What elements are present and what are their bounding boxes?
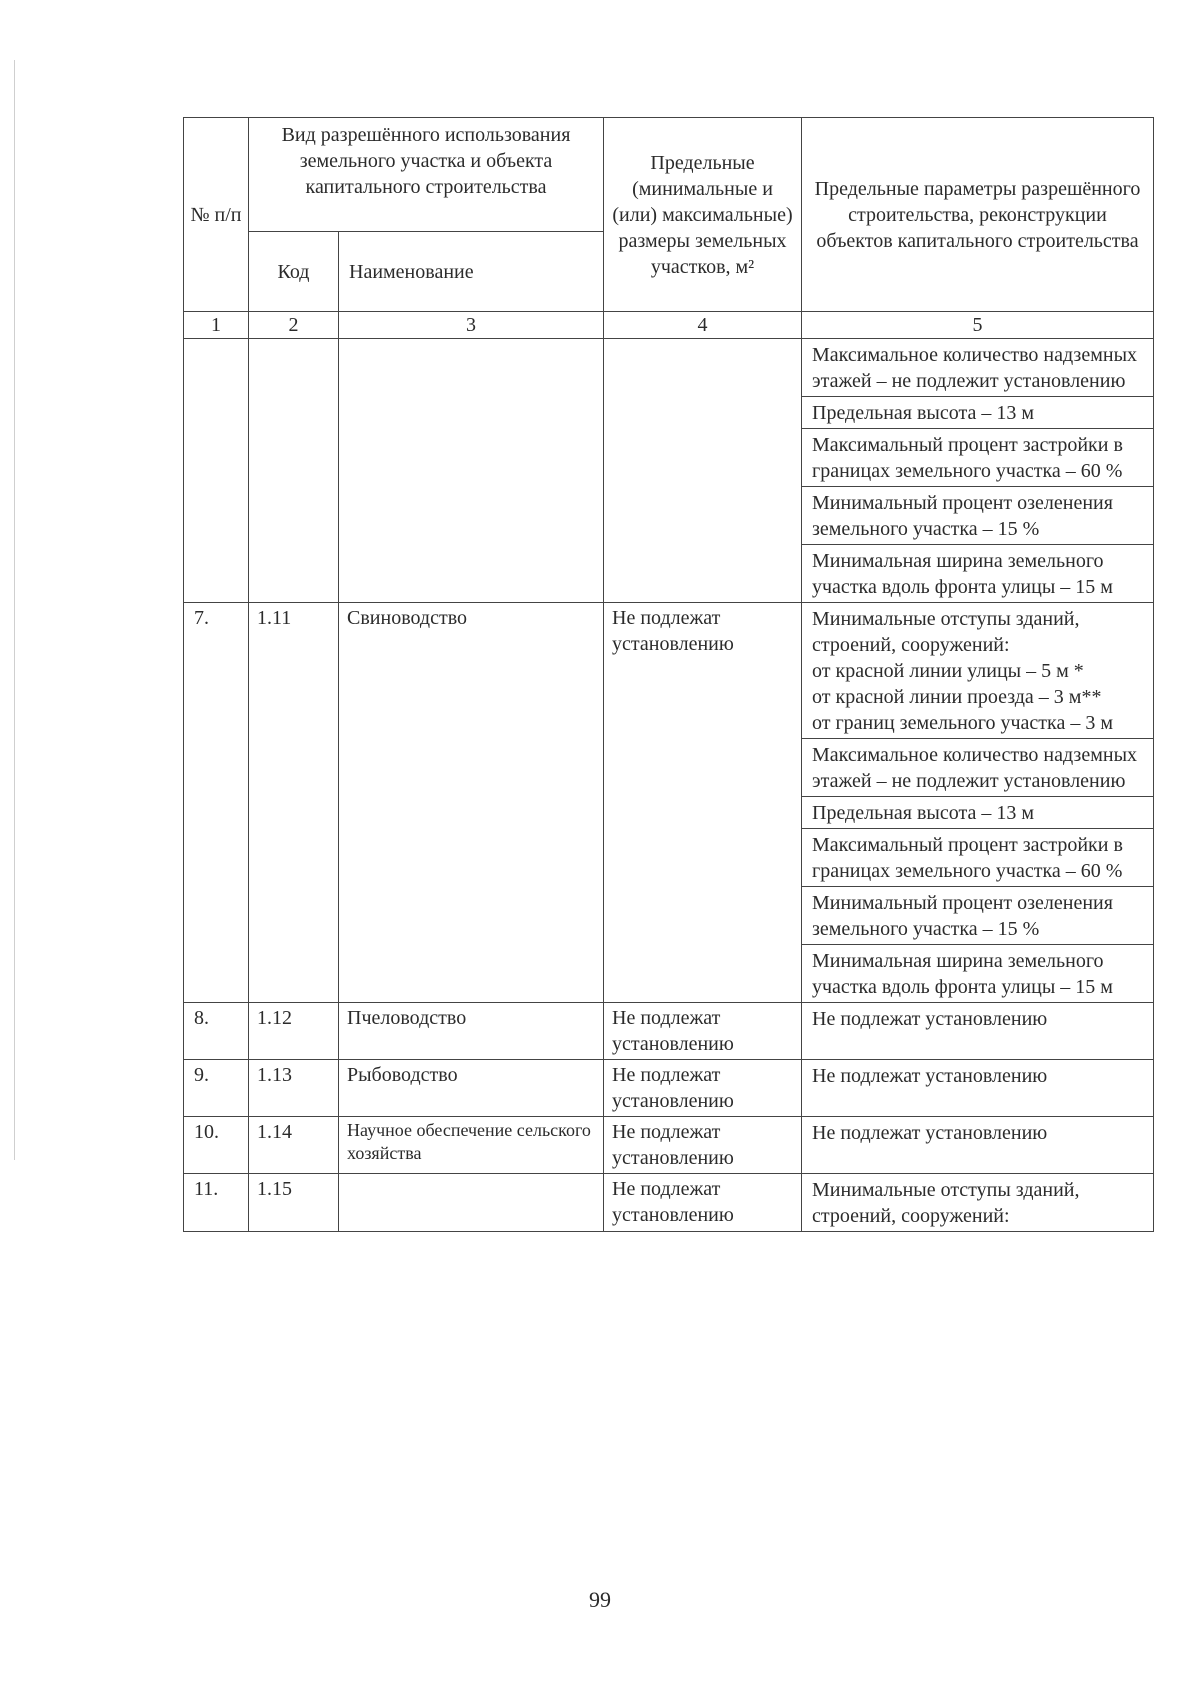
- param-item: Максимальное количество надземных этажей – не подлежит установлению: [802, 739, 1153, 797]
- param-item: Минимальный процент озеленения земельного участка – 15 %: [802, 487, 1153, 545]
- row-size-cell: [604, 339, 802, 603]
- row-size-cell: Не подлежат установлению: [604, 1174, 802, 1232]
- row-size-cell: Не подлежат установлению: [604, 1117, 802, 1174]
- column-number: 1: [184, 312, 249, 339]
- row-name-cell: Рыбоводство: [339, 1060, 604, 1117]
- header-building-params: Предельные параметры разрешённого строительства, реконструкции объектов капитального строительства: [802, 118, 1154, 312]
- param-item: Минимальные отступы зданий, строений, сооружений: от красной линии улицы – 5 м * от красной линии проезда – 3 м** от границ земельного участка – 3 м: [802, 603, 1153, 739]
- column-number-row: [184, 312, 1154, 339]
- row-params-cell: [802, 1003, 1154, 1060]
- row-number-cell: 8.: [184, 1003, 249, 1060]
- table-row: [184, 1003, 1154, 1060]
- row-number-cell: 10.: [184, 1117, 249, 1174]
- param-item: Не подлежат установлению: [812, 1122, 1048, 1144]
- row-size-cell: Не подлежат установлению: [604, 1060, 802, 1117]
- param-item: Не подлежат установлению: [812, 1065, 1048, 1087]
- param-item: Минимальная ширина земельного участка вдоль фронта улицы – 15 м: [812, 950, 1113, 998]
- table-body: [184, 312, 1154, 1232]
- row-code-cell: [249, 339, 339, 603]
- row-size-cell: Не подлежат установлению: [604, 1003, 802, 1060]
- param-item: Минимальный процент озеленения земельного участка – 15 %: [802, 887, 1153, 945]
- page-number: 99: [589, 1587, 611, 1612]
- table-row: [184, 1174, 1154, 1232]
- table-row: [184, 339, 1154, 603]
- param-item: Максимальный процент застройки в границах земельного участка – 60 %: [802, 429, 1153, 487]
- row-number-cell: 11.: [184, 1174, 249, 1232]
- row-code-cell: 1.15: [249, 1174, 339, 1232]
- row-params-cell: [802, 1060, 1154, 1117]
- header-use-group: Вид разрешённого использования земельного участка и объекта капитального строительства: [249, 118, 604, 232]
- header-plot-size: Предельные (минимальные и (или) максимальные) размеры земельных участков, м²: [604, 118, 802, 312]
- column-number: 2: [249, 312, 339, 339]
- column-number: 5: [802, 312, 1154, 339]
- table-row: [184, 1117, 1154, 1174]
- param-item: Предельная высота – 13 м: [802, 397, 1153, 429]
- row-code-cell: 1.13: [249, 1060, 339, 1117]
- row-name-cell: Пчеловодство: [339, 1003, 604, 1060]
- header-number: № п/п: [184, 118, 249, 312]
- column-number: 3: [339, 312, 604, 339]
- header-name: Наименование: [339, 232, 604, 312]
- row-code-cell: 1.12: [249, 1003, 339, 1060]
- scan-edge-line: [14, 60, 15, 1160]
- column-number: 4: [604, 312, 802, 339]
- row-number-cell: 9.: [184, 1060, 249, 1117]
- row-size-cell: Не подлежат установлению: [604, 603, 802, 1003]
- param-item: Максимальное количество надземных этажей – не подлежит установлению: [802, 339, 1153, 397]
- table-header: [184, 118, 1154, 312]
- param-item: Максимальный процент застройки в границах земельного участка – 60 %: [802, 829, 1153, 887]
- table-row: [184, 603, 1154, 1003]
- row-name-cell: [339, 339, 604, 603]
- row-name-cell: [339, 1174, 604, 1232]
- row-params-cell: [802, 339, 1154, 603]
- row-number-cell: 7.: [184, 603, 249, 1003]
- row-name-cell: Свиноводство: [339, 603, 604, 1003]
- header-code: Код: [249, 232, 339, 312]
- row-params-cell: [802, 1174, 1154, 1232]
- row-number-cell: [184, 339, 249, 603]
- row-name-cell: Научное обеспечение сельского хозяйства: [339, 1117, 604, 1174]
- row-params-cell: [802, 603, 1154, 1003]
- land-use-table: [183, 117, 1154, 1232]
- param-item: Минимальная ширина земельного участка вдоль фронта улицы – 15 м: [812, 550, 1113, 598]
- row-code-cell: 1.11: [249, 603, 339, 1003]
- row-code-cell: 1.14: [249, 1117, 339, 1174]
- param-item: Минимальные отступы зданий, строений, сооружений:: [812, 1179, 1080, 1227]
- table-row: [184, 1060, 1154, 1117]
- row-params-cell: [802, 1117, 1154, 1174]
- param-item: Не подлежат установлению: [812, 1008, 1048, 1030]
- param-item: Предельная высота – 13 м: [802, 797, 1153, 829]
